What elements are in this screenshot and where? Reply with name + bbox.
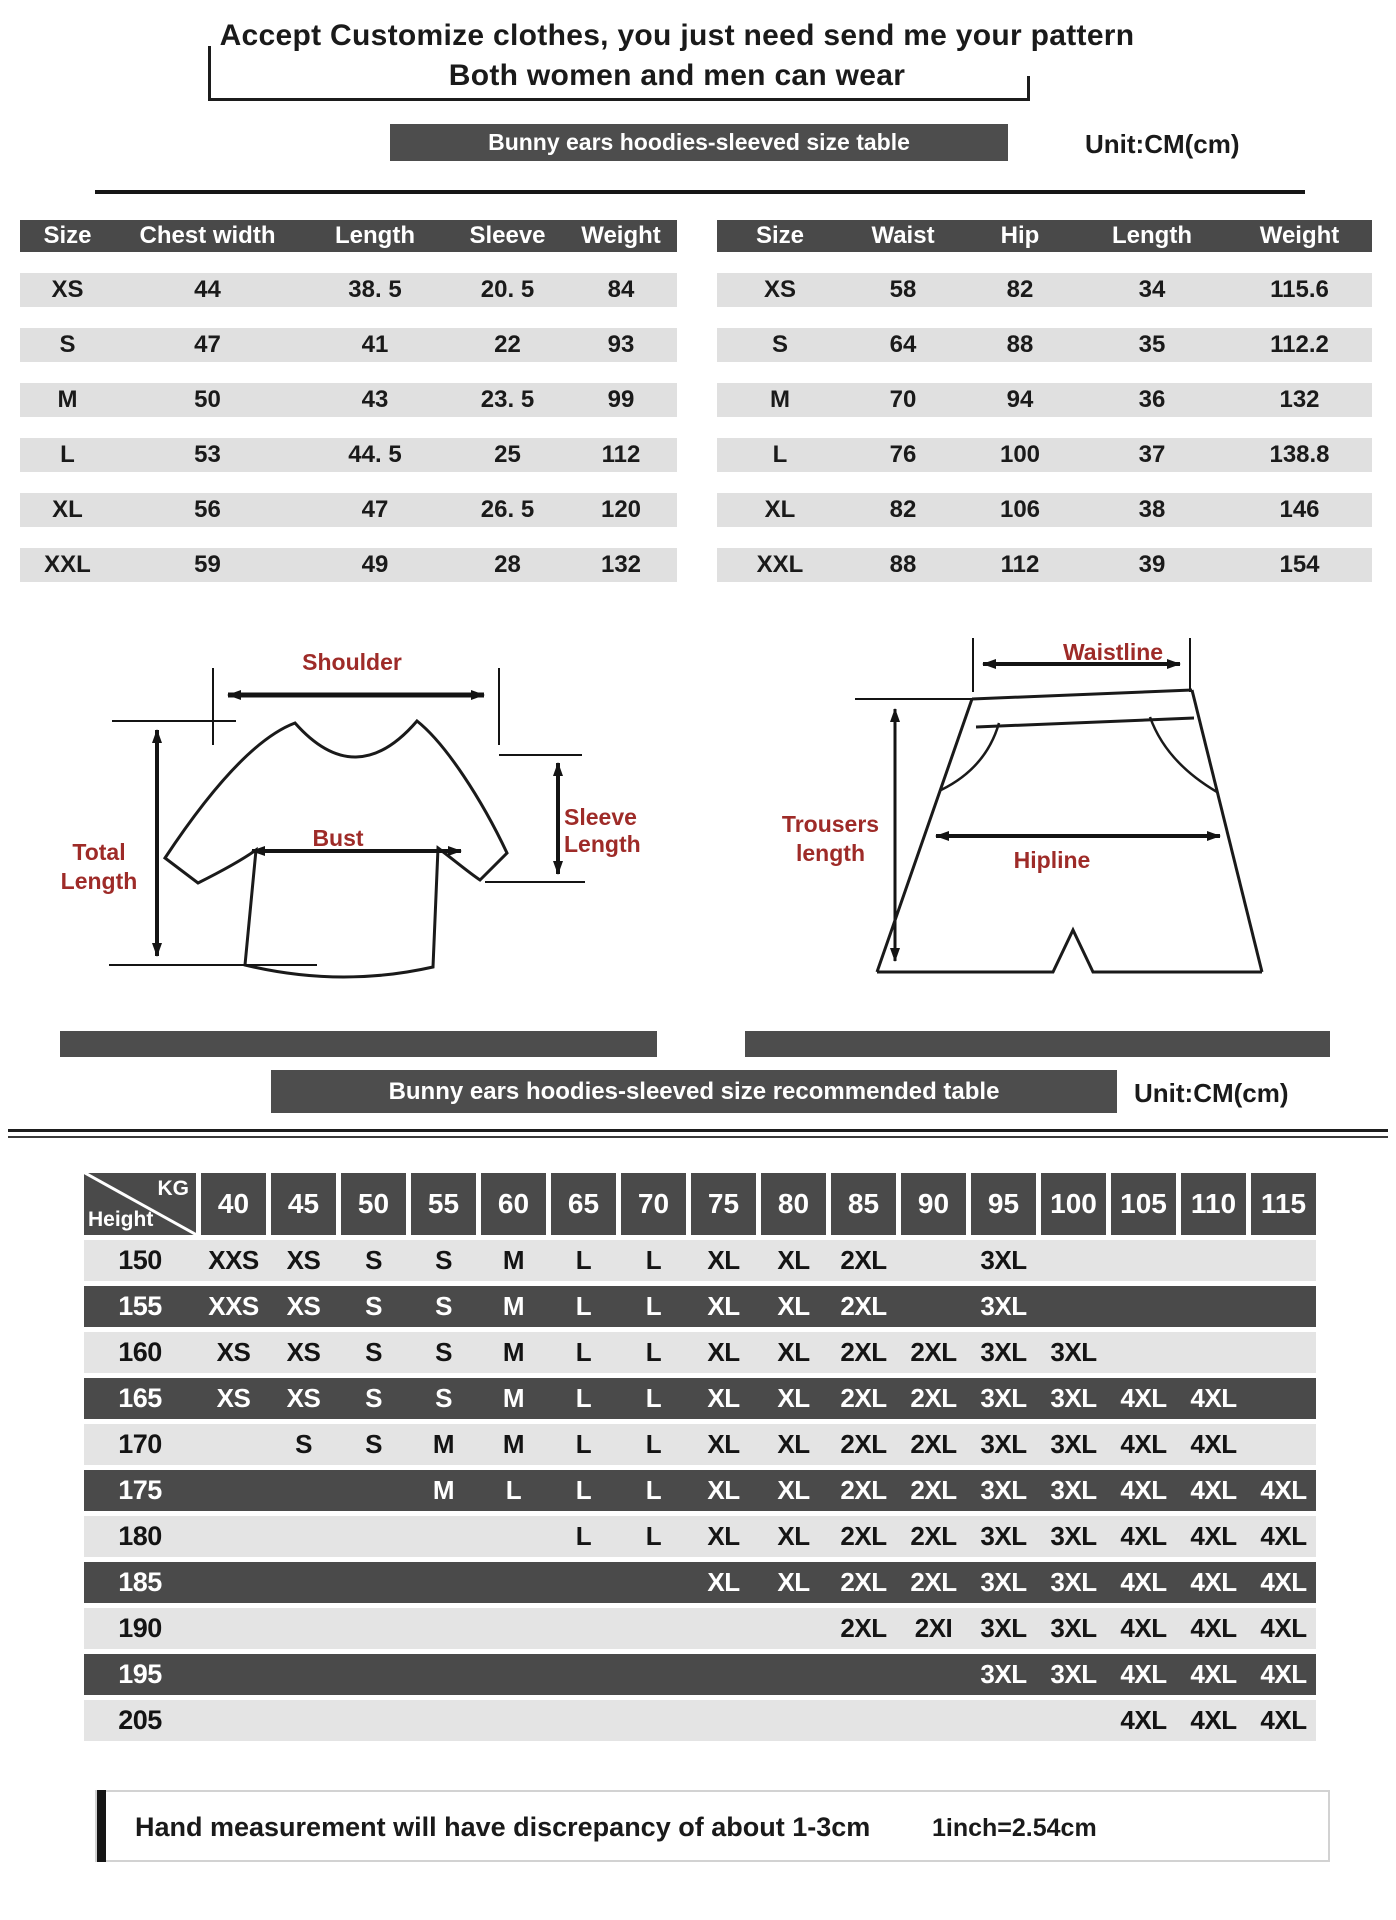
column-header: Chest width	[139, 222, 276, 249]
recommend-size-cell: 3XL	[980, 1429, 1027, 1459]
recommend-size-cell: XL	[707, 1383, 740, 1413]
recommend-size-cell: 2XL	[910, 1337, 957, 1367]
total-length-label: Total Length	[60, 839, 138, 894]
table-cell: 100	[999, 441, 1041, 468]
recommend-size-cell: 3XL	[1050, 1383, 1097, 1413]
table-cell: 56	[194, 496, 221, 523]
table-row	[717, 383, 1372, 417]
recommend-size-cell: 3XL	[980, 1337, 1027, 1367]
recommend-size-cell: L	[575, 1429, 592, 1459]
height-row-label: 205	[118, 1705, 162, 1735]
table-row	[717, 328, 1372, 362]
weight-column-header: 75	[691, 1173, 756, 1235]
table-row	[717, 273, 1372, 307]
recommend-size-cell: 4XL	[1190, 1475, 1237, 1505]
recommend-size-cell: 4XL	[1190, 1521, 1237, 1551]
recommend-size-cell: XS	[216, 1383, 251, 1413]
recommend-row	[84, 1470, 1316, 1511]
recommend-row	[84, 1562, 1316, 1603]
recommend-size-cell: 4XL	[1260, 1475, 1307, 1505]
height-row-label: 165	[118, 1383, 162, 1413]
divider-rule	[95, 190, 1305, 194]
recommend-size-cell: 4XL	[1190, 1429, 1237, 1459]
corner-height-label: Height	[88, 1208, 154, 1231]
recommend-size-cell: L	[645, 1245, 662, 1275]
recommend-size-cell: XL	[707, 1521, 740, 1551]
size-recommend-table	[84, 1173, 1316, 1741]
recommend-size-cell: 2XL	[840, 1291, 887, 1321]
recommend-size-cell: 3XL	[980, 1521, 1027, 1551]
weight-column-header: 45	[271, 1173, 336, 1235]
table-cell: 43	[361, 386, 389, 413]
section2-title-bar	[271, 1070, 1117, 1113]
recommend-size-cell: XL	[777, 1245, 810, 1275]
recommend-size-cell: S	[435, 1291, 452, 1321]
table-cell: 154	[1279, 551, 1320, 578]
height-row-label: 195	[118, 1659, 162, 1689]
tops-table-header-row	[20, 220, 677, 252]
weight-column-header: 65	[551, 1173, 616, 1235]
table-cell: XL	[52, 496, 83, 523]
recommend-size-cell: 4XL	[1260, 1659, 1307, 1689]
recommend-size-cell: XS	[286, 1291, 321, 1321]
hipline-label: Hipline	[1013, 847, 1091, 873]
header-line-2: Both women and men can wear	[448, 59, 906, 92]
recommend-row	[84, 1332, 1316, 1373]
table-cell: XL	[764, 496, 796, 523]
table-cell: 49	[361, 551, 389, 578]
recommend-size-cell: 3XL	[1050, 1521, 1097, 1551]
table-row	[20, 383, 677, 417]
weight-column-header: 40	[201, 1173, 266, 1235]
weight-column-header: 80	[761, 1173, 826, 1235]
recommend-size-cell: XL	[777, 1475, 810, 1505]
table-cell: 82	[889, 496, 917, 523]
table-cell: 70	[889, 386, 917, 413]
table-row	[20, 493, 677, 527]
recommend-size-cell: L	[645, 1337, 662, 1367]
recommend-size-cell: XS	[286, 1337, 321, 1367]
table-cell: 64	[889, 331, 917, 358]
recommend-size-cell: M	[502, 1291, 525, 1321]
recommend-size-cell: 4XL	[1260, 1521, 1307, 1551]
recommend-size-cell: XL	[707, 1429, 740, 1459]
recommend-size-cell: 4XL	[1190, 1705, 1237, 1735]
table-cell: 41	[361, 331, 389, 358]
recommend-size-cell: 3XL	[980, 1567, 1027, 1597]
divider-bar-right	[745, 1031, 1330, 1057]
table-cell: 59	[194, 551, 221, 578]
recommend-size-cell: XL	[777, 1521, 810, 1551]
column-header: Sleeve	[469, 222, 546, 249]
table-cell: 88	[1006, 331, 1034, 358]
trousers-length-label: Trousers length	[781, 811, 880, 866]
column-header: Weight	[1259, 222, 1340, 249]
recommend-size-cell: M	[432, 1429, 455, 1459]
recommend-size-cell: XL	[707, 1337, 740, 1367]
recommend-row	[84, 1608, 1316, 1649]
recommend-size-cell: 4XL	[1120, 1659, 1167, 1689]
recommend-size-cell: 2XL	[840, 1521, 887, 1551]
weight-column-header: 115	[1251, 1173, 1316, 1235]
recommend-size-cell: S	[435, 1337, 452, 1367]
recommend-size-cell: 4XL	[1190, 1567, 1237, 1597]
recommend-size-cell: 4XL	[1120, 1383, 1167, 1413]
table-cell: M	[770, 386, 790, 413]
recommend-size-cell: S	[435, 1245, 452, 1275]
table-cell: 106	[999, 496, 1041, 523]
table-cell: 44	[194, 276, 221, 303]
section2-unit-label: Unit:CM(cm)	[1134, 1078, 1289, 1108]
table-cell: 47	[361, 496, 389, 523]
table-cell: 138.8	[1269, 441, 1330, 468]
weight-column-header: 70	[621, 1173, 686, 1235]
column-header: Size	[43, 222, 92, 249]
table-cell: L	[772, 441, 788, 468]
footer-accent-bar	[97, 1790, 106, 1862]
recommend-size-cell: M	[502, 1429, 525, 1459]
recommend-size-cell: L	[645, 1475, 662, 1505]
recommend-size-cell: XL	[707, 1245, 740, 1275]
recommend-size-cell: 3XL	[1050, 1429, 1097, 1459]
recommend-size-cell: 2XL	[840, 1383, 887, 1413]
height-row-label: 175	[118, 1475, 162, 1505]
table-cell: 44. 5	[348, 441, 402, 468]
table-cell: 82	[1006, 276, 1034, 303]
recommend-size-cell: L	[645, 1429, 662, 1459]
table-cell: 84	[607, 276, 635, 303]
recommend-size-cell: 3XL	[980, 1613, 1027, 1643]
double-rule-top	[8, 1129, 1388, 1132]
header-underline	[208, 98, 1030, 101]
table-row	[717, 438, 1372, 472]
measurement-note: Hand measurement will have discrepancy of about 1-3cm	[135, 1812, 871, 1842]
recommend-size-cell: 4XL	[1120, 1567, 1167, 1597]
recommend-size-cell: XL	[777, 1383, 810, 1413]
table-row	[717, 493, 1372, 527]
recommend-size-cell: 3XL	[980, 1291, 1027, 1321]
recommend-size-cell: M	[502, 1337, 525, 1367]
recommend-size-cell: S	[435, 1383, 452, 1413]
table-cell: 47	[194, 331, 221, 358]
table-cell: 50	[194, 386, 221, 413]
recommend-size-cell: S	[295, 1429, 312, 1459]
recommend-size-cell: XS	[286, 1245, 321, 1275]
table-cell: 112	[1000, 551, 1040, 578]
table-cell: 28	[494, 551, 521, 578]
table-cell: XXL	[756, 551, 804, 578]
recommend-size-cell: 4XL	[1190, 1383, 1237, 1413]
table-cell: XXL	[44, 551, 91, 578]
recommend-size-cell: L	[505, 1475, 522, 1505]
table-cell: 120	[600, 496, 642, 523]
header-bracket-left	[208, 46, 211, 99]
table-cell: 26. 5	[480, 496, 535, 523]
weight-column-header: 55	[411, 1173, 476, 1235]
recommend-size-cell: L	[645, 1521, 662, 1551]
bottoms-table-header-row	[717, 220, 1372, 252]
double-rule-bottom	[8, 1136, 1388, 1138]
weight-column-header: 90	[901, 1173, 966, 1235]
sleeve-length-label: Sleeve Length	[564, 804, 641, 857]
recommend-size-cell: XS	[286, 1383, 321, 1413]
recommend-size-cell: S	[365, 1291, 382, 1321]
recommend-size-cell: 4XL	[1120, 1613, 1167, 1643]
table-cell: XS	[51, 276, 84, 303]
inch-conversion-note: 1inch=2.54cm	[932, 1814, 1097, 1842]
height-row-label: 185	[118, 1567, 162, 1597]
recommend-size-cell: L	[645, 1291, 662, 1321]
recommend-size-cell: 4XL	[1120, 1429, 1167, 1459]
recommend-size-cell: 3XL	[980, 1245, 1027, 1275]
recommend-size-cell: 4XL	[1260, 1613, 1307, 1643]
recommend-size-cell: 2XL	[840, 1567, 887, 1597]
recommend-size-cell: 3XL	[1050, 1613, 1097, 1643]
recommend-size-cell: 4XL	[1190, 1659, 1237, 1689]
table-cell: XS	[763, 276, 796, 303]
recommend-row	[84, 1424, 1316, 1465]
height-row-label: 155	[118, 1291, 162, 1321]
recommend-size-cell: 2XL	[910, 1521, 957, 1551]
recommend-size-cell: 2XL	[840, 1613, 887, 1643]
table-cell: S	[771, 331, 788, 358]
recommend-size-cell: XL	[777, 1429, 810, 1459]
table-cell: 20. 5	[480, 276, 535, 303]
divider-bar-left	[60, 1031, 657, 1057]
shorts-line-art	[620, 620, 1320, 1050]
recommend-size-cell: XL	[707, 1291, 740, 1321]
table-cell: 36	[1138, 386, 1166, 413]
recommend-size-cell: L	[575, 1337, 592, 1367]
table-row	[20, 438, 677, 472]
column-header: Size	[755, 222, 805, 249]
recommend-size-cell: M	[432, 1475, 455, 1505]
weight-column-header: 100	[1041, 1173, 1106, 1235]
column-header: Hip	[1000, 222, 1040, 249]
recommend-size-cell: 3XL	[980, 1383, 1027, 1413]
section2-title: Bunny ears hoodies-sleeved size recommended table	[388, 1077, 1000, 1105]
table-cell: 76	[889, 441, 917, 468]
recommend-size-cell: 4XL	[1190, 1613, 1237, 1643]
recommend-size-cell: XL	[777, 1291, 810, 1321]
height-row-label: 190	[118, 1613, 162, 1643]
height-row-label: 180	[118, 1521, 162, 1551]
section1-title-bar	[390, 124, 1008, 161]
recommend-size-cell: 3XL	[980, 1475, 1027, 1505]
column-header: Length	[335, 222, 415, 249]
table-cell: 94	[1006, 386, 1034, 413]
recommend-size-cell: XL	[777, 1567, 810, 1597]
recommend-size-cell: 2XL	[840, 1245, 887, 1275]
recommend-size-cell: 2XL	[840, 1337, 887, 1367]
header-bracket-right	[1027, 76, 1030, 101]
table-cell: 88	[889, 551, 917, 578]
table-cell: 34	[1138, 276, 1166, 303]
weight-column-header: 85	[831, 1173, 896, 1235]
table-cell: L	[60, 441, 75, 468]
recommend-row	[84, 1516, 1316, 1557]
recommend-size-cell: XL	[707, 1475, 740, 1505]
table-cell: 112.2	[1270, 331, 1329, 358]
recommend-size-cell: XXS	[208, 1245, 259, 1275]
recommend-size-cell: XL	[777, 1337, 810, 1367]
recommend-size-cell: XXS	[208, 1291, 259, 1321]
recommend-size-cell: M	[502, 1245, 525, 1275]
recommend-size-cell: 4XL	[1260, 1567, 1307, 1597]
kg-height-corner-cell	[84, 1173, 196, 1235]
recommend-size-cell: 4XL	[1120, 1705, 1167, 1735]
recommend-size-cell: 4XL	[1120, 1521, 1167, 1551]
table-cell: 23. 5	[480, 386, 535, 413]
recommend-size-cell: 2XI	[914, 1613, 953, 1643]
table-cell: 38	[1138, 496, 1166, 523]
recommend-size-cell: XL	[707, 1567, 740, 1597]
recommend-size-cell: 2XL	[910, 1567, 957, 1597]
recommend-size-cell: S	[365, 1337, 382, 1367]
recommend-size-cell: 2XL	[910, 1475, 957, 1505]
weight-column-header: 60	[481, 1173, 546, 1235]
corner-kg-label: KG	[157, 1177, 189, 1200]
weight-column-header: 110	[1181, 1173, 1246, 1235]
recommend-size-cell: XS	[216, 1337, 251, 1367]
table-cell: 132	[1279, 386, 1320, 413]
table-cell: 112	[601, 441, 641, 468]
recommend-size-cell: 2XL	[910, 1383, 957, 1413]
section1-title: Bunny ears hoodies-sleeved size table	[488, 129, 910, 155]
shoulder-label: Shoulder	[302, 649, 402, 675]
table-cell: 58	[889, 276, 917, 303]
recommend-row	[84, 1240, 1316, 1281]
column-header: Length	[1112, 222, 1192, 249]
recommend-size-cell: L	[575, 1475, 592, 1505]
height-row-label: 160	[118, 1337, 162, 1367]
table-row	[20, 273, 677, 307]
recommend-header-row	[84, 1173, 1316, 1235]
recommend-size-cell: L	[575, 1383, 592, 1413]
recommend-size-cell: S	[365, 1383, 382, 1413]
recommend-size-cell: 4XL	[1120, 1475, 1167, 1505]
recommend-size-cell: 2XL	[840, 1475, 887, 1505]
recommend-size-cell: 3XL	[1050, 1567, 1097, 1597]
recommend-size-cell: S	[365, 1245, 382, 1275]
header-note	[20, 16, 1334, 96]
table-row	[20, 328, 677, 362]
weight-column-header: 50	[341, 1173, 406, 1235]
header-line-1: Accept Customize clothes, you just need send me your pattern	[219, 19, 1135, 52]
section1-unit-label: Unit:CM(cm)	[1085, 129, 1240, 159]
table-cell: S	[59, 331, 76, 358]
recommend-size-cell: L	[575, 1245, 592, 1275]
recommend-size-cell: 3XL	[1050, 1337, 1097, 1367]
recommend-size-cell: 2XL	[910, 1429, 957, 1459]
table-cell: M	[57, 386, 78, 413]
recommend-size-cell: 4XL	[1260, 1705, 1307, 1735]
recommend-size-cell: L	[575, 1521, 592, 1551]
recommend-row	[84, 1654, 1316, 1695]
footer-note-box	[95, 1790, 1330, 1862]
weight-column-header: 105	[1111, 1173, 1176, 1235]
shirt-measure-diagram	[40, 620, 660, 1050]
table-row	[20, 548, 677, 582]
recommend-size-cell: M	[502, 1383, 525, 1413]
recommend-row	[84, 1700, 1316, 1741]
table-cell: 35	[1138, 331, 1166, 358]
table-cell: 99	[607, 386, 635, 413]
table-cell: 22	[494, 331, 521, 358]
recommend-size-cell: 3XL	[1050, 1659, 1097, 1689]
recommend-size-cell: 2XL	[840, 1429, 887, 1459]
recommend-size-cell: 3XL	[980, 1659, 1027, 1689]
recommend-size-cell: L	[645, 1383, 662, 1413]
bottoms-size-table	[717, 220, 1372, 582]
tops-size-table	[20, 220, 677, 582]
recommend-row	[84, 1378, 1316, 1419]
weight-column-header: 95	[971, 1173, 1036, 1235]
table-cell: 37	[1138, 441, 1166, 468]
recommend-size-cell: 3XL	[1050, 1475, 1097, 1505]
column-header: Waist	[871, 222, 935, 249]
recommend-size-cell: S	[365, 1429, 382, 1459]
table-row	[717, 548, 1372, 582]
height-row-label: 150	[118, 1245, 162, 1275]
column-header: Weight	[581, 222, 661, 249]
bust-label: Bust	[312, 825, 364, 851]
height-row-label: 170	[118, 1429, 162, 1459]
table-cell: 39	[1138, 551, 1166, 578]
waistline-label: Waistline	[1062, 639, 1164, 665]
recommend-row	[84, 1286, 1316, 1327]
table-cell: 115.6	[1270, 276, 1329, 303]
table-cell: 93	[607, 331, 635, 358]
table-cell: 132	[600, 551, 642, 578]
shorts-measure-diagram	[620, 620, 1320, 1050]
recommend-size-cell: L	[575, 1291, 592, 1321]
table-cell: 25	[494, 441, 521, 468]
table-cell: 53	[194, 441, 221, 468]
table-cell: 146	[1279, 496, 1320, 523]
table-cell: 38. 5	[348, 276, 402, 303]
